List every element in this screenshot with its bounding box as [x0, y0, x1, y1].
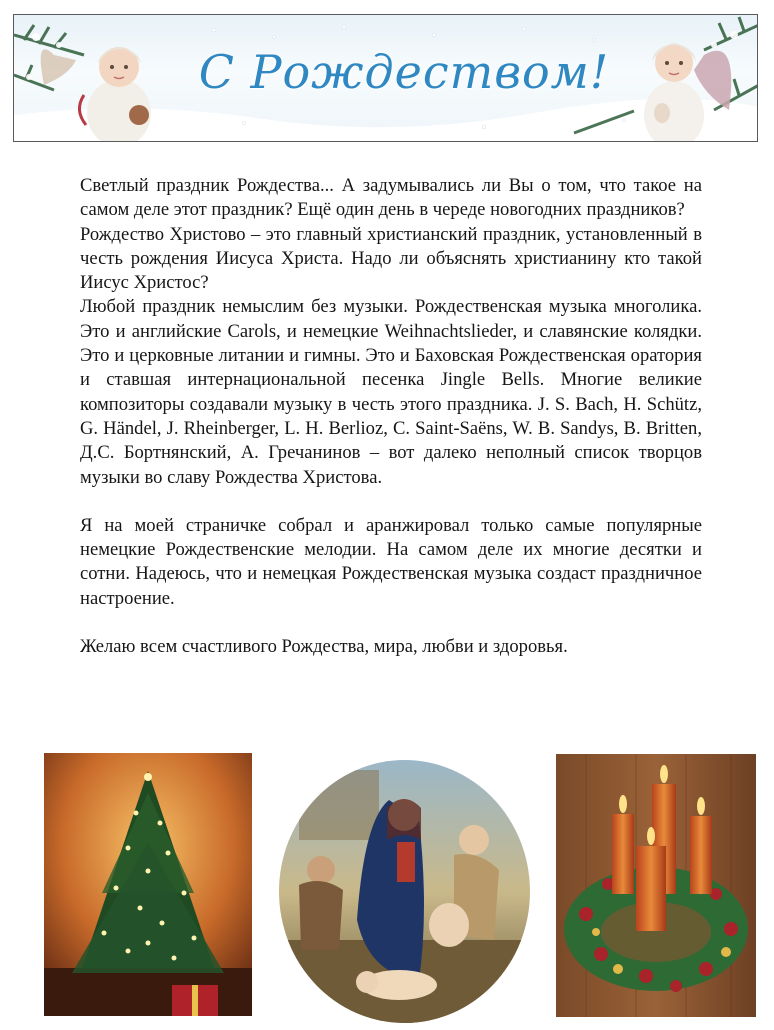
article-text — [80, 174, 702, 659]
advent-wreath-image — [556, 754, 756, 1017]
madonna-painting-image — [279, 760, 530, 1023]
paragraph-intro: Светлый праздник Рождества... А задумывались ли Вы о том, что такое на самом деле этот праздник? Ещё один день в череде новогодних праздников? — [80, 175, 702, 221]
header-banner — [13, 14, 758, 142]
paragraph-wishes: Желаю всем счастливого Рождества, мира, любви и здоровья. — [80, 636, 568, 658]
greeting-title: С Рождеством! — [198, 45, 610, 99]
paragraph-arrangements: Я на моей страничке собрал и аранжировал только самые популярные немецкие Рождественские мелодии. На самом деле их многие десятки и сотни. Надеюсь, что и немецкая Рождественская музыка создаст праздничное настроение. — [80, 514, 702, 609]
christmas-tree-image — [44, 753, 252, 1016]
paragraph-christmas-meaning: Рождество Христово – это главный христианский праздник, установленный в честь рождения Иисуса Христа. Надо ли объяснять христианину кто такой Иисус Христос? — [80, 223, 702, 294]
paragraph-music: Любой праздник немыслим без музыки. Рождественская музыка многолика. Это и английские Carols, и немецкие Weihnachtslieder, и славянские колядки. Это и церковные литании и гимны. Это и Баховская Рождественская оратория и ставшая интернациональной песенка Jingle Bells. Многие великие композиторы создавали музыку в честь этого праздника. J. S. Bach, H. Schütz, G. Händel, J. Rheinberger, L. H. Berlioz, C. Saint-Saëns, W. B. Sandys, B. Britten, Д.С. Бортнянский, А. Гречанинов – вот далеко неполный список творцов музыки во славу Рождества Христова. — [80, 296, 702, 488]
